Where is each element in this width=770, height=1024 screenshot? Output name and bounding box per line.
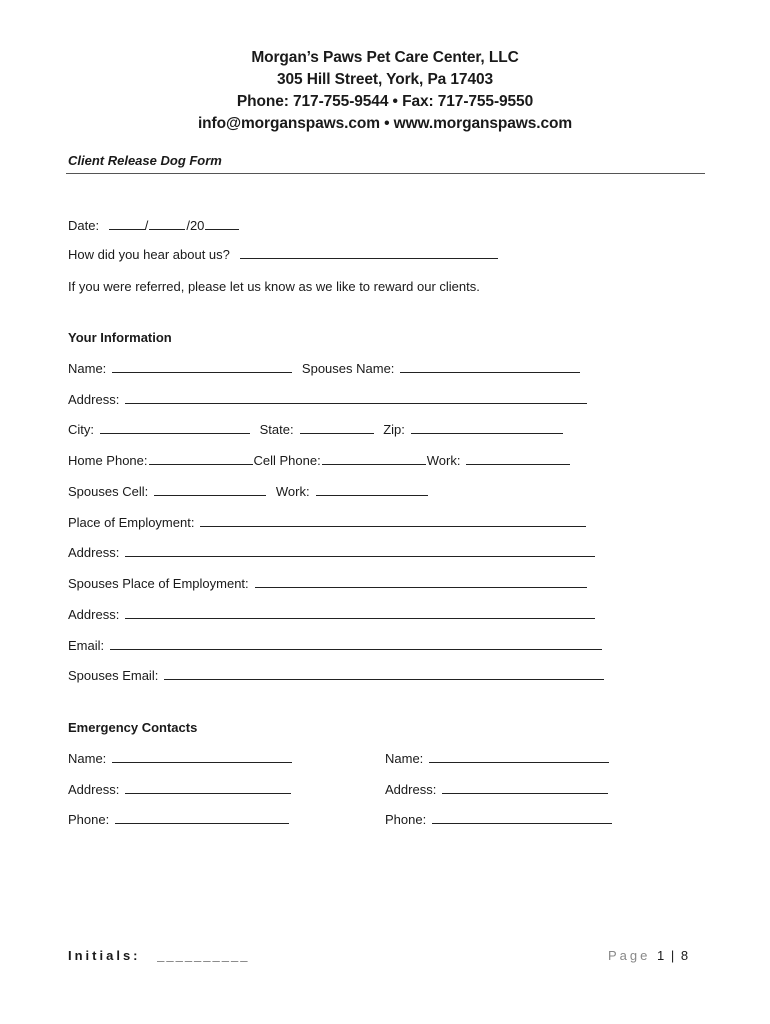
spouses-cell-field[interactable]: [154, 484, 266, 496]
emergency-2-phone-row: [385, 812, 618, 827]
date-year-field[interactable]: [205, 218, 239, 230]
spouses-work-field[interactable]: [316, 484, 428, 496]
email-label: Email:: [68, 638, 105, 653]
date-month-field[interactable]: [109, 218, 145, 230]
employment-address-label: Address:: [68, 545, 120, 560]
page-total: 8: [680, 948, 689, 963]
spouses-cell-row: [68, 484, 434, 499]
spouses-work-label: Work:: [275, 484, 310, 499]
spouses-employment-address-label: Address:: [68, 607, 120, 622]
initials-field[interactable]: __________: [157, 948, 250, 963]
emergency-1-address-label: Address:: [68, 782, 120, 797]
page-separator: |: [670, 948, 675, 963]
spouses-name-field[interactable]: [400, 361, 580, 373]
emergency-2-phone-field[interactable]: [432, 812, 612, 824]
name-field[interactable]: [112, 361, 292, 373]
city-field[interactable]: [100, 422, 250, 434]
home-phone-label: Home Phone:: [68, 453, 148, 468]
emergency-1-name-field[interactable]: [112, 751, 292, 763]
company-phone-fax: Phone: 717-755-9544 • Fax: 717-755-9550: [236, 93, 534, 110]
state-label: State:: [259, 422, 294, 437]
form-title: Client Release Dog Form: [68, 153, 222, 168]
name-label: Name:: [68, 361, 107, 376]
date-day-field[interactable]: [149, 218, 185, 230]
spouses-employment-address-field[interactable]: [125, 607, 595, 619]
emergency-1-phone-row: [68, 812, 295, 827]
employment-label: Place of Employment:: [68, 515, 195, 530]
work-phone-field[interactable]: [466, 453, 570, 465]
company-address: 305 Hill Street, York, Pa 17403: [276, 71, 494, 88]
hear-row: [68, 247, 504, 262]
company-name: Morgan’s Paws Pet Care Center, LLC: [251, 49, 519, 66]
hear-label: How did you hear about us?: [68, 247, 230, 262]
emergency-2-address-row: [385, 782, 614, 797]
page-current: 1: [657, 948, 665, 963]
zip-field[interactable]: [411, 422, 563, 434]
emergency-2-name-row: [385, 751, 615, 766]
work-phone-label: Work:: [426, 453, 461, 468]
initials-row: [68, 948, 249, 963]
emergency-1-phone-label: Phone:: [68, 812, 110, 827]
emergency-1-name-label: Name:: [68, 751, 107, 766]
emergency-2-phone-label: Phone:: [385, 812, 427, 827]
zip-label: Zip:: [383, 422, 405, 437]
spouses-name-label: Spouses Name:: [301, 361, 395, 376]
name-row: [68, 361, 586, 376]
emergency-2-address-field[interactable]: [442, 782, 608, 794]
emergency-1-address-field[interactable]: [125, 782, 291, 794]
company-email-web: info@morganspaws.com • www.morganspaws.com: [197, 115, 573, 132]
hear-field[interactable]: [240, 247, 498, 259]
address-field[interactable]: [125, 392, 587, 404]
spouses-employment-field[interactable]: [255, 576, 587, 588]
emergency-contacts-heading: Emergency Contacts: [68, 720, 198, 735]
spouses-employment-address-row: [68, 607, 601, 622]
emergency-1-address-row: [68, 782, 297, 797]
address-label: Address:: [68, 392, 120, 407]
page-number: [608, 948, 688, 963]
spouses-email-row: [68, 668, 610, 683]
address-row: [68, 392, 593, 407]
spouses-cell-label: Spouses Cell:: [68, 484, 149, 499]
emergency-2-address-label: Address:: [385, 782, 437, 797]
emergency-2-name-label: Name:: [385, 751, 424, 766]
employment-row: [68, 515, 592, 530]
spouses-employment-label: Spouses Place of Employment:: [68, 576, 249, 591]
spouses-email-label: Spouses Email:: [68, 668, 159, 683]
home-phone-field[interactable]: [149, 453, 253, 465]
emergency-1-name-row: [68, 751, 298, 766]
title-divider: [66, 173, 705, 174]
email-field[interactable]: [110, 638, 602, 650]
emergency-1-phone-field[interactable]: [115, 812, 289, 824]
spouses-employment-row: [68, 576, 593, 591]
date-label: Date:: [68, 218, 100, 233]
cell-phone-label: Cell Phone:: [253, 453, 321, 468]
referral-note: If you were referred, please let us know as we like to reward our clients.: [68, 279, 480, 294]
phone-row: [68, 453, 576, 468]
your-information-heading: Your Information: [68, 330, 172, 345]
email-row: [68, 638, 608, 653]
spouses-email-field[interactable]: [164, 668, 604, 680]
date-slash: /: [144, 218, 149, 233]
initials-label: Initials:: [68, 948, 141, 963]
employment-field[interactable]: [200, 515, 586, 527]
date-year-prefix: /20: [186, 218, 205, 233]
cell-phone-field[interactable]: [322, 453, 426, 465]
date-row: [68, 218, 240, 233]
employment-address-row: [68, 545, 601, 560]
emergency-2-name-field[interactable]: [429, 751, 609, 763]
state-field[interactable]: [300, 422, 374, 434]
city-label: City:: [68, 422, 94, 437]
city-row: [68, 422, 569, 437]
employment-address-field[interactable]: [125, 545, 595, 557]
page-label: Page: [608, 948, 651, 963]
